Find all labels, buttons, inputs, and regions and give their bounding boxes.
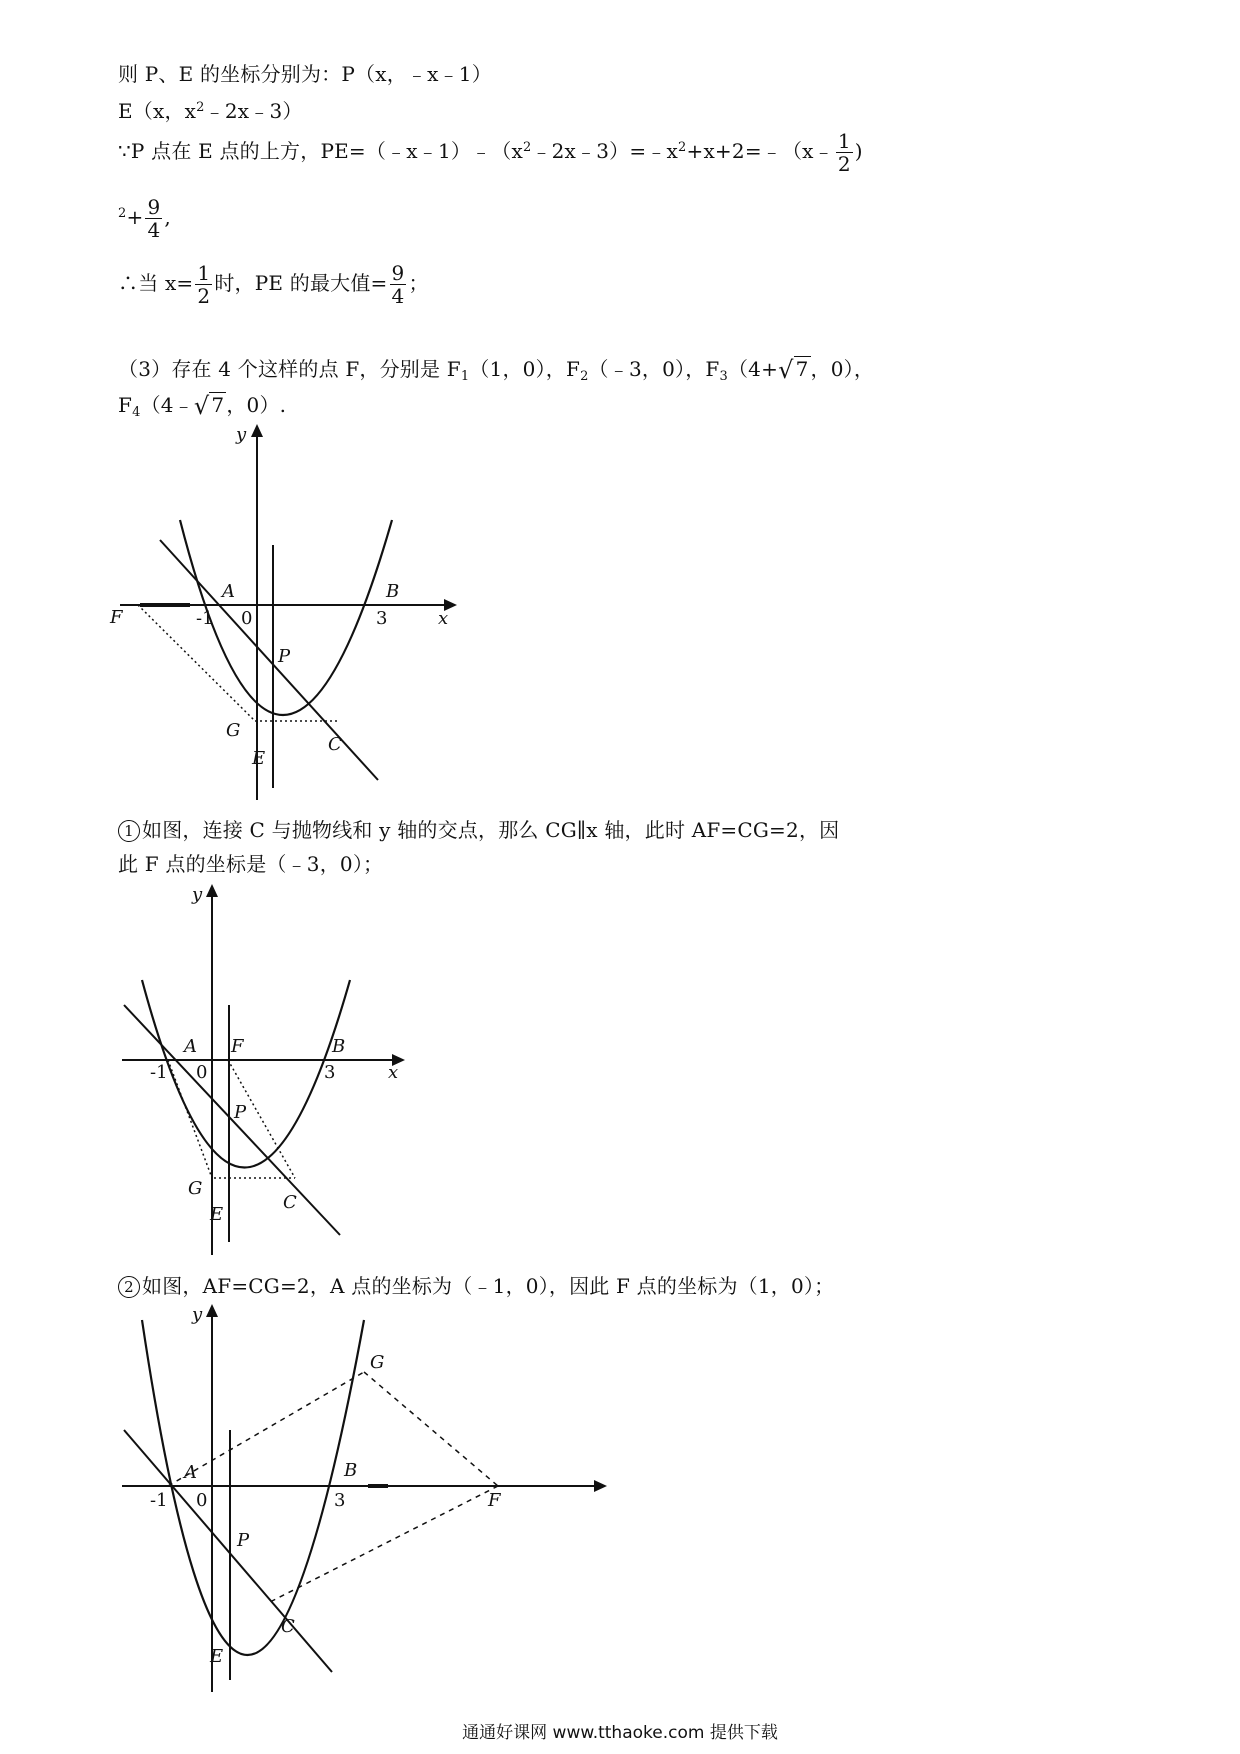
label-y: y xyxy=(236,424,247,445)
figure-2 xyxy=(100,880,430,1260)
label-y: y xyxy=(192,884,203,905)
label-e: E xyxy=(252,748,266,769)
caption-1-line-1: 1 如图，连接 C 与抛物线和 y 轴的交点，那么 CG∥x 轴，此时 AF=CG=2，因 xyxy=(118,818,839,842)
label-x: x xyxy=(438,608,449,629)
dashed-fc xyxy=(270,1486,498,1602)
label-a: A xyxy=(222,581,235,602)
label-p: P xyxy=(237,1530,250,1551)
parabola xyxy=(142,980,350,1168)
text-line-2: E（x，$x^2﹣2x﹣3$） xyxy=(118,99,303,123)
label-minus-one: -1 xyxy=(150,1062,168,1083)
label-three: 3 xyxy=(324,1062,336,1083)
sqrt-seven: √ 7 xyxy=(193,392,225,420)
label-three: 3 xyxy=(334,1490,346,1511)
circled-number-2: 2 xyxy=(118,1276,140,1298)
label-p: P xyxy=(278,646,291,667)
label-a: A xyxy=(184,1036,197,1057)
fraction-nine-fourths: $\frac{9}{4}$ xyxy=(391,261,405,308)
fraction-one-half: $\frac{1}{2}$ xyxy=(197,261,211,308)
label-f: F xyxy=(488,1490,501,1511)
label-origin: 0 xyxy=(196,1062,208,1083)
label-b: B xyxy=(344,1460,358,1481)
figure-3 xyxy=(100,1300,610,1700)
label-minus-one: -1 xyxy=(150,1490,168,1511)
text-line-1: 则 P、E 的坐标分别为：P（x，﹣x﹣1） xyxy=(118,62,492,86)
label-three: 3 xyxy=(376,608,388,629)
y-arrow-icon xyxy=(206,884,218,897)
parabola xyxy=(142,1320,364,1655)
figure-1 xyxy=(100,420,500,805)
circled-number-1: 1 xyxy=(118,820,140,842)
label-origin: 0 xyxy=(196,1490,208,1511)
label-e: E xyxy=(210,1204,224,1225)
label-minus-one: -1 xyxy=(196,608,214,629)
line-ac xyxy=(160,540,378,780)
dashed-ag xyxy=(168,1372,364,1486)
dashed-gf xyxy=(364,1372,498,1486)
caption-2-line-1: 2 如图，AF=CG=2，A 点的坐标为（﹣1，0），因此 F 点的坐标为（1，0）； xyxy=(118,1274,834,1298)
label-f: F xyxy=(231,1036,244,1057)
label-origin: 0 xyxy=(241,608,253,629)
label-b: B xyxy=(332,1036,346,1057)
line-ac xyxy=(124,1430,332,1672)
text-line-6: （3）存在 4 个这样的点 F，分别是 $F_1(1$，0），$F_2(﹣3$，0），$F_3(4+√$ 7 ，0）， xyxy=(118,356,875,384)
label-a: A xyxy=(184,1462,197,1483)
text-line-7: $F_4(4﹣√$ 7 ，0）. xyxy=(118,392,287,420)
sqrt-seven: √ 7 xyxy=(778,356,809,384)
label-f: F xyxy=(110,607,123,628)
fraction-one-half: $\frac{1}{2}$ xyxy=(837,129,851,176)
label-c: C xyxy=(281,1616,295,1637)
text-line-3: ∵P 点在 E 点的上方，$PE=(﹣x﹣1)﹣(x^2﹣2x﹣3)=﹣x^2+x+2=﹣(x﹣$ $\frac{1}{2}$ ) xyxy=(118,129,863,176)
caption-1-line-2: 此 F 点的坐标是（﹣3，0）； xyxy=(118,852,384,876)
page-footer: 通通好课网 www.tthaoke.com 提供下载 xyxy=(462,1723,778,1743)
label-g: G xyxy=(188,1178,203,1199)
y-arrow-icon xyxy=(206,1304,218,1317)
label-e: E xyxy=(210,1646,224,1667)
label-c: C xyxy=(283,1192,297,1213)
label-p: P xyxy=(234,1102,247,1123)
label-g: G xyxy=(370,1352,385,1373)
label-b: B xyxy=(386,581,400,602)
label-x: x xyxy=(388,1062,399,1083)
label-g: G xyxy=(226,720,241,741)
text-line-4: $^2$+ $\frac{9}{4}$ , xyxy=(118,195,171,242)
x-arrow-icon xyxy=(594,1480,607,1492)
y-arrow-icon xyxy=(251,424,263,437)
text-line-5: ∴当 x= $\frac{1}{2}$ 时，PE 的最大值= $\frac{9}{4}$ ； xyxy=(118,261,429,308)
label-y: y xyxy=(192,1304,203,1325)
label-c: C xyxy=(328,734,342,755)
fraction-nine-fourths: $\frac{9}{4}$ xyxy=(147,195,161,242)
